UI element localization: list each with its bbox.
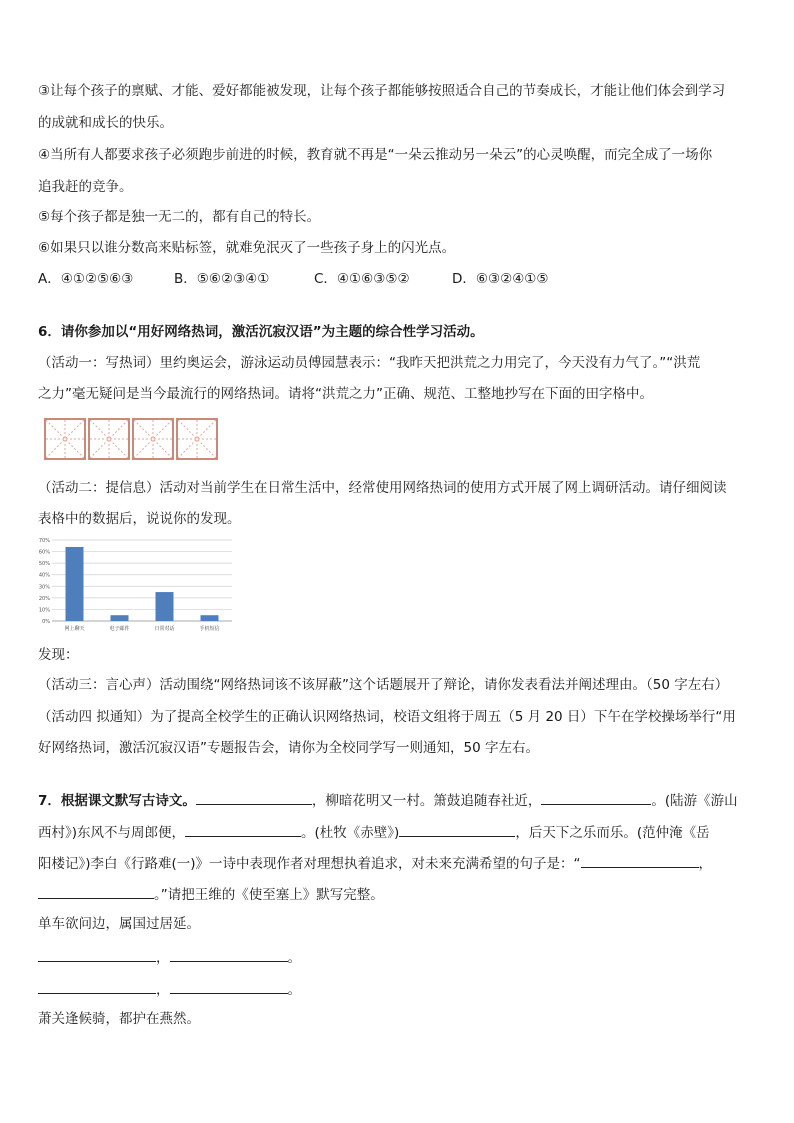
bar bbox=[156, 592, 174, 621]
item-6: ⑥如果只以谁分数高来贴标签，就难免泯灭了一些孩子身上的闪光点。 bbox=[38, 240, 456, 256]
q6-activity4-line1: （活动四 拟通知）为了提高全校学生的正确认识网络热词，校语文组将于周五（5 月 20 日）下午在学校操场举行“用 bbox=[38, 709, 736, 725]
item-3-cont: 的成就和成长的快乐。 bbox=[38, 115, 173, 131]
bar bbox=[201, 615, 219, 621]
q6-activity1-line2: 之力”毫无疑问是当今最流行的网络热词。请将“洪荒之力”正确、规范、工整地抄写在下面的田字格中。 bbox=[38, 386, 653, 402]
q7-text: 。(杜牧《赤壁》) bbox=[301, 825, 400, 841]
q7-text: 。(陆游《游山 bbox=[651, 793, 738, 809]
y-tick-label: 70% bbox=[38, 538, 50, 544]
y-tick-label: 50% bbox=[38, 561, 50, 568]
x-tick-label: 手机短信 bbox=[199, 626, 220, 632]
q6-activity2-line1: （活动二：提信息）活动对当前学生在日常生活中，经常使用网络热词的使用方式开展了网上调研活动。请仔细阅读 bbox=[38, 480, 727, 496]
item-4: ④当所有人都要求孩子必须跑步前进的时候，教育就不再是“一朵云推动另一朵云”的心灵唤醒，而完全成了一场你 bbox=[38, 147, 713, 163]
q7-text: 。 bbox=[287, 982, 301, 998]
q6-activity1-line1: （活动一：写热词）里约奥运会，游泳运动员傅园慧表示：“我昨天把洪荒之力用完了，今天没有力气了。”“洪荒 bbox=[38, 355, 701, 371]
answer-blank[interactable] bbox=[38, 979, 156, 994]
tianzige-cell[interactable] bbox=[176, 418, 218, 460]
options-row bbox=[38, 270, 549, 288]
q7-line4 bbox=[38, 884, 384, 904]
answer-blank[interactable] bbox=[541, 790, 651, 805]
answer-blank[interactable] bbox=[399, 822, 515, 837]
x-tick-label: 网上聊天 bbox=[64, 626, 85, 632]
q7-line1 bbox=[38, 790, 738, 810]
answer-blank[interactable] bbox=[38, 947, 156, 962]
y-tick-label: 30% bbox=[38, 584, 50, 591]
answer-blank[interactable] bbox=[185, 822, 301, 837]
bar bbox=[111, 615, 129, 621]
tianzige-cell[interactable] bbox=[132, 418, 174, 460]
q6-activity3: （活动三：言心声）活动围绕“网络热词该不该屏蔽”这个话题展开了辩论，请你发表看法并阐述理由。（50 字左右） bbox=[38, 677, 729, 693]
x-tick-label: 电子邮件 bbox=[109, 626, 130, 632]
q6-title: 6．请你参加以“用好网络热词，激活沉寂汉语”为主题的综合性学习活动。 bbox=[38, 324, 484, 340]
item-5: ⑤每个孩子都是独一无二的，都有自己的特长。 bbox=[38, 209, 321, 225]
q7-title: 7．根据课文默写古诗文。 bbox=[38, 793, 196, 809]
tianzige-grid bbox=[44, 418, 220, 460]
tianzige-cell[interactable] bbox=[44, 418, 86, 460]
answer-blank[interactable] bbox=[170, 947, 288, 962]
answer-blank[interactable] bbox=[170, 979, 288, 994]
tianzige-cell[interactable] bbox=[88, 418, 130, 460]
poem-blank-row-1 bbox=[38, 947, 301, 967]
answer-blank[interactable] bbox=[38, 884, 154, 899]
q7-text: 。 bbox=[287, 950, 301, 966]
q7-text: 。”请把王维的《使至塞上》默写完整。 bbox=[154, 887, 384, 903]
usage-bar-chart bbox=[36, 536, 236, 636]
y-tick-label: 60% bbox=[38, 549, 50, 556]
option-a[interactable]: A．④①②⑤⑥③ bbox=[38, 271, 134, 287]
option-d[interactable]: D．⑥③②④①⑤ bbox=[452, 271, 549, 287]
answer-blank[interactable] bbox=[581, 853, 699, 868]
q7-text: 阳楼记》)李白《行路难(一)》一诗中表现作者对理想执着追求，对未来充满希望的句子是：“ bbox=[38, 856, 581, 872]
q7-text: ， bbox=[156, 950, 170, 966]
finding-label: 发现： bbox=[38, 647, 79, 663]
q7-line2 bbox=[38, 822, 710, 842]
q7-line3 bbox=[38, 853, 712, 873]
q6-activity2-line2: 表格中的数据后，说说你的发现。 bbox=[38, 511, 241, 527]
x-tick-label: 日常对话 bbox=[154, 626, 175, 632]
q7-text: 西村》)东风不与周郎便， bbox=[38, 825, 186, 841]
y-tick-label: 20% bbox=[38, 595, 50, 602]
q7-text: ， bbox=[698, 856, 713, 872]
y-tick-label: 0% bbox=[42, 619, 50, 625]
poem-blank-row-2 bbox=[38, 979, 301, 999]
item-3: ③让每个孩子的禀赋、才能、爱好都能被发现，让每个孩子都能够按照适合自己的节奏成长，才能让他们体会到学习 bbox=[38, 83, 726, 99]
q7-text: ， bbox=[156, 982, 170, 998]
q6-activity4-line2: 好网络热词，激活沉寂汉语”专题报告会，请你为全校同学写一则通知，50 字左右。 bbox=[38, 740, 539, 756]
item-4-cont: 追我赶的竞争。 bbox=[38, 179, 133, 195]
bar bbox=[66, 547, 84, 621]
option-c[interactable]: C．④①⑥③⑤② bbox=[314, 271, 410, 287]
y-tick-label: 10% bbox=[38, 607, 50, 614]
poem-line-last: 萧关逢候骑，都护在燕然。 bbox=[38, 1011, 200, 1027]
answer-blank[interactable] bbox=[196, 790, 312, 805]
option-b[interactable]: B．⑤⑥②③④① bbox=[174, 271, 270, 287]
q7-text: ，柳暗花明又一村。箫鼓追随春社近， bbox=[311, 793, 542, 809]
q7-text: ，后天下之乐而乐。(范仲淹《岳 bbox=[515, 825, 710, 841]
y-tick-label: 40% bbox=[38, 572, 50, 579]
poem-line-1: 单车欲问边，属国过居延。 bbox=[38, 916, 200, 932]
